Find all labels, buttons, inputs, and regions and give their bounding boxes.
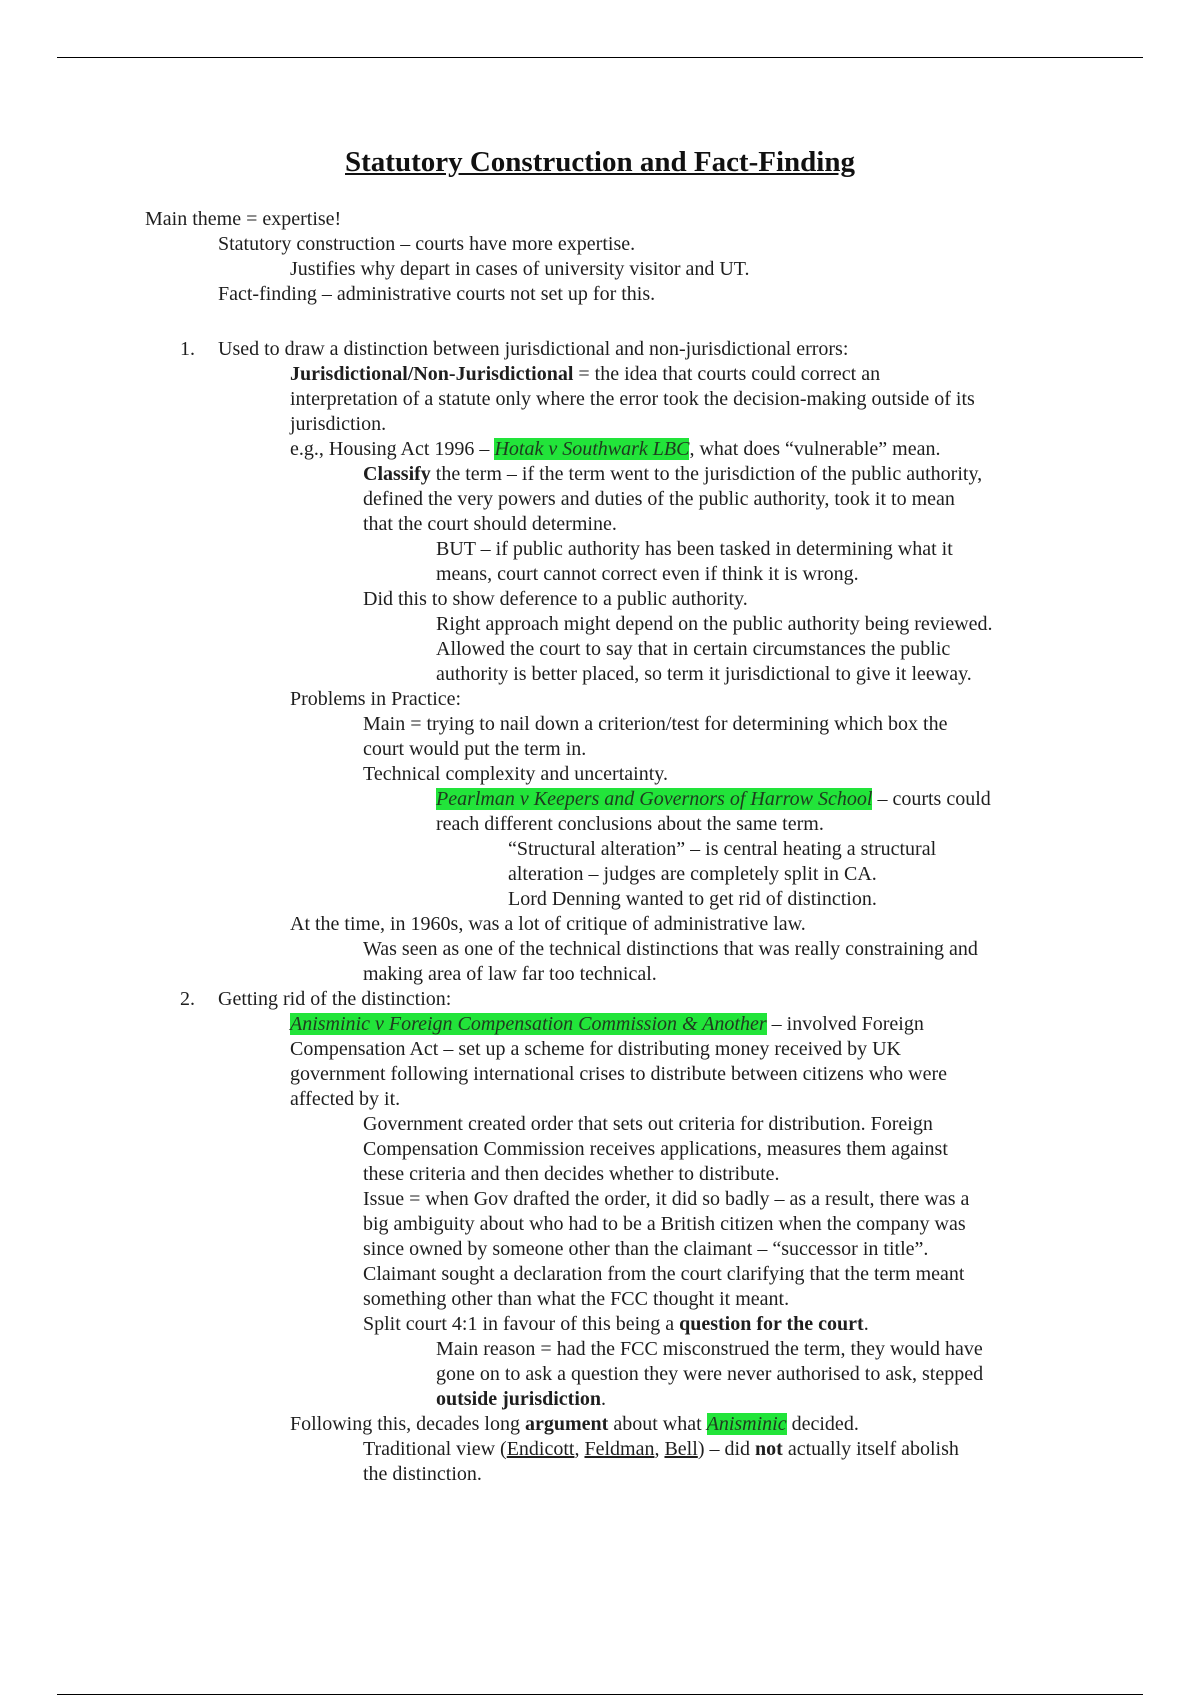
text-segment: ) – did — [697, 1438, 756, 1460]
list-number: 1. — [180, 338, 195, 360]
text-line — [363, 487, 955, 512]
text-segment: Compensation Act – set up a scheme for distributing money received by UK — [290, 1038, 901, 1060]
text-segment: , — [654, 1438, 665, 1460]
text-line — [436, 537, 953, 562]
case-name-highlight: Anisminic v Foreign Compensation Commission & Another — [290, 1013, 767, 1035]
text-line — [363, 1237, 928, 1262]
text-segment: big ambiguity about who had to be a British citizen when the company was — [363, 1213, 966, 1235]
text-segment: . — [601, 1388, 607, 1410]
text-segment: defined the very powers and duties of the public authority, took it to mean — [363, 488, 955, 510]
text-segment: interpretation of a statute only where the error took the decision-making outside of its — [290, 388, 975, 410]
text-segment: , — [574, 1438, 585, 1460]
text-line — [363, 1187, 969, 1212]
text-segment: jurisdiction. — [290, 413, 387, 435]
text-line — [436, 562, 859, 587]
text-line — [363, 962, 657, 987]
text-segment: Did this to show deference to a public authority. — [363, 588, 748, 610]
text-segment: Statutory construction – courts have more expertise. — [218, 233, 636, 255]
text-line — [508, 837, 936, 862]
text-segment: actually itself abolish — [782, 1438, 959, 1460]
bold-term: Classify — [363, 463, 431, 485]
text-line — [290, 1012, 924, 1037]
text-segment: Technical complexity and uncertainty. — [363, 763, 668, 785]
text-line — [508, 887, 877, 912]
text-segment: Main reason = had the FCC misconstrued the term, they would have — [436, 1338, 983, 1360]
text-line — [363, 1162, 780, 1187]
text-line — [436, 1362, 983, 1387]
text-segment: Compensation Commission receives applications, measures them against — [363, 1138, 948, 1160]
text-line — [363, 1287, 789, 1312]
case-name-highlight: Hotak v Southwark LBC — [494, 438, 690, 460]
text-segment: Lord Denning wanted to get rid of distinction. — [508, 888, 877, 910]
top-rule — [57, 57, 1143, 58]
text-segment: Government created order that sets out criteria for distribution. Foreign — [363, 1113, 933, 1135]
text-line — [363, 1462, 482, 1487]
text-segment: – courts could — [872, 788, 991, 810]
text-segment: affected by it. — [290, 1088, 401, 1110]
text-segment: decided. — [786, 1413, 859, 1435]
text-line — [363, 937, 978, 962]
text-segment: gone on to ask a question they were never authorised to ask, stepped — [436, 1363, 984, 1385]
text-line — [363, 1112, 933, 1137]
text-line — [290, 387, 975, 412]
text-segment: these criteria and then decides whether to distribute. — [363, 1163, 780, 1185]
text-line — [218, 337, 848, 362]
text-segment: means, court cannot correct even if think it is wrong. — [436, 563, 859, 585]
case-name-highlight: Anisminic — [706, 1413, 787, 1435]
text-segment: . — [863, 1313, 869, 1335]
text-line — [436, 612, 993, 637]
text-line — [290, 362, 880, 387]
bold-term: argument — [524, 1413, 609, 1435]
text-line — [363, 1437, 959, 1462]
text-line — [218, 987, 451, 1012]
text-line — [436, 662, 972, 687]
text-segment: the distinction. — [363, 1463, 482, 1485]
text-segment: Split court 4:1 in favour of this being a — [363, 1313, 680, 1335]
text-segment: court would put the term in. — [363, 738, 587, 760]
text-segment: Used to draw a distinction between jurisdictional and non-jurisdictional errors: — [218, 338, 849, 360]
text-line — [363, 587, 748, 612]
text-line — [363, 1137, 948, 1162]
text-segment: authority is better placed, so term it jurisdictional to give it leeway. — [436, 663, 972, 685]
case-name-highlight: Pearlman v Keepers and Governors of Harrow School — [436, 788, 873, 810]
text-line — [290, 412, 386, 437]
text-segment: Traditional view ( — [363, 1438, 507, 1460]
text-segment: Claimant sought a declaration from the court clarifying that the term meant — [363, 1263, 965, 1285]
text-segment: – involved Foreign — [766, 1013, 924, 1035]
author-name: Feldman — [584, 1438, 655, 1460]
text-segment: Right approach might depend on the public authority being reviewed. — [436, 613, 993, 635]
text-segment: reach different conclusions about the same term. — [436, 813, 824, 835]
text-segment: government following international crises to distribute between citizens who were — [290, 1063, 948, 1085]
text-segment: “Structural alteration” – is central heating a structural — [508, 838, 937, 860]
text-line — [436, 812, 824, 837]
text-segment: Fact-finding – administrative courts not set up for this. — [218, 283, 656, 305]
text-line — [145, 207, 341, 232]
text-line — [290, 1037, 901, 1062]
page-title: Statutory Construction and Fact-Finding — [345, 146, 855, 178]
text-segment: Getting rid of the distinction: — [218, 988, 452, 1010]
text-segment: alteration – judges are completely split in CA. — [508, 863, 877, 885]
text-segment: = the idea that courts could correct an — [573, 363, 881, 385]
text-segment: BUT – if public authority has been tasked in determining what it — [436, 538, 953, 560]
text-line — [363, 712, 947, 737]
text-line — [218, 282, 655, 307]
bottom-rule — [57, 1694, 1143, 1695]
text-line — [436, 787, 991, 812]
text-line — [363, 1212, 966, 1237]
bold-term: question for the court — [679, 1313, 864, 1335]
text-line — [363, 462, 982, 487]
text-segment: Was seen as one of the technical distinctions that was really constraining and — [363, 938, 978, 960]
text-segment: that the court should determine. — [363, 513, 617, 535]
text-segment: making area of law far too technical. — [363, 963, 657, 985]
text-line — [290, 1412, 859, 1437]
text-segment: , what does “vulnerable” mean. — [689, 438, 941, 460]
text-segment: Issue = when Gov drafted the order, it did so badly – as a result, there was a — [363, 1188, 970, 1210]
text-line — [508, 862, 877, 887]
text-segment: Main theme = expertise! — [145, 208, 342, 230]
text-segment: Justifies why depart in cases of university visitor and UT. — [290, 258, 750, 280]
text-line — [436, 637, 950, 662]
text-segment: something other than what the FCC thought it meant. — [363, 1288, 790, 1310]
list-number: 2. — [180, 988, 195, 1010]
text-line — [363, 512, 617, 537]
text-line — [436, 1337, 983, 1362]
text-line — [363, 737, 586, 762]
bold-term: outside jurisdiction — [436, 1388, 602, 1410]
text-line — [290, 257, 750, 282]
text-segment: about what — [608, 1413, 707, 1435]
text-segment: e.g., Housing Act 1996 – — [290, 438, 495, 460]
author-name: Bell — [664, 1438, 698, 1460]
text-segment: since owned by someone other than the claimant – “successor in title”. — [363, 1238, 929, 1260]
text-line — [290, 687, 461, 712]
bold-term: Jurisdictional/Non-Jurisdictional — [290, 363, 574, 385]
bold-term: not — [755, 1438, 783, 1460]
text-line — [290, 912, 806, 937]
text-segment: Main = trying to nail down a criterion/test for determining which box the — [363, 713, 948, 735]
text-segment: At the time, in 1960s, was a lot of critique of administrative law. — [290, 913, 806, 935]
text-segment: Allowed the court to say that in certain circumstances the public — [436, 638, 951, 660]
text-line — [290, 1087, 400, 1112]
text-line — [290, 1062, 947, 1087]
text-line — [290, 437, 940, 462]
text-line — [363, 762, 668, 787]
text-segment: the term – if the term went to the jurisdiction of the public authority, — [430, 463, 983, 485]
text-line — [363, 1312, 869, 1337]
text-line — [218, 232, 635, 257]
author-name: Endicott — [506, 1438, 575, 1460]
text-line — [436, 1387, 606, 1412]
text-line — [363, 1262, 964, 1287]
text-segment: Problems in Practice: — [290, 688, 462, 710]
text-segment: Following this, decades long — [290, 1413, 525, 1435]
